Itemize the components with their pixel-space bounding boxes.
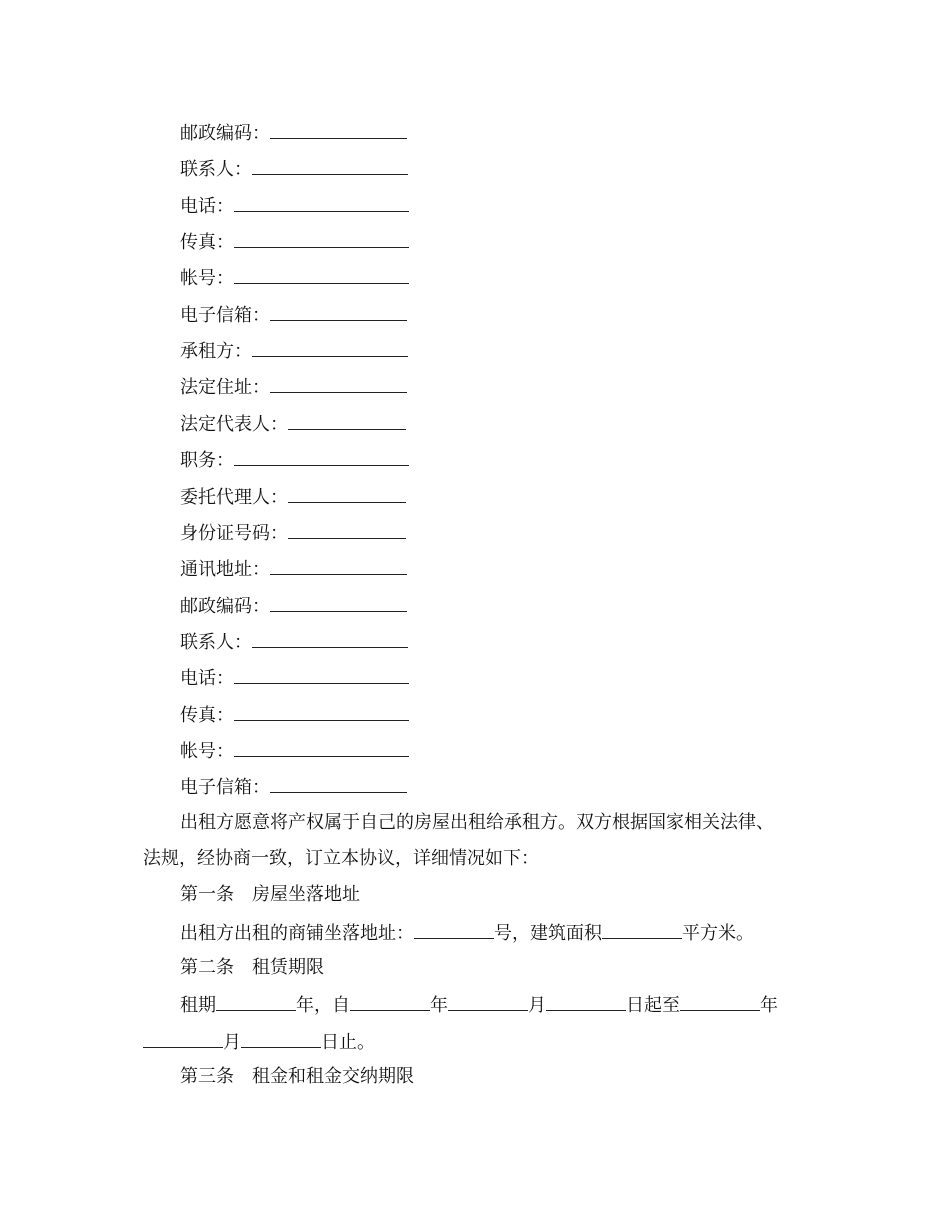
form-field-fax-2 xyxy=(180,703,409,727)
blank-line[interactable] xyxy=(234,266,409,284)
text-segment: 月 xyxy=(528,995,546,1016)
blank-line[interactable] xyxy=(602,921,682,939)
form-field-mail-address xyxy=(180,557,407,581)
blank-line[interactable] xyxy=(234,666,409,684)
blank-line[interactable] xyxy=(234,230,409,248)
article-number: 第二条 xyxy=(180,957,234,978)
field-label: 电话： xyxy=(180,196,234,217)
blank-line[interactable] xyxy=(234,703,409,721)
blank-line[interactable] xyxy=(288,485,406,503)
blank-line[interactable] xyxy=(680,993,760,1011)
blank-line[interactable] xyxy=(288,521,406,539)
field-label: 身份证号码： xyxy=(180,523,288,544)
field-label: 帐号： xyxy=(180,268,234,289)
form-field-phone-2 xyxy=(180,666,409,690)
blank-line[interactable] xyxy=(252,157,408,175)
article-number: 第一条 xyxy=(180,884,234,905)
form-field-account xyxy=(180,266,409,290)
blank-line[interactable] xyxy=(252,630,408,648)
blank-line[interactable] xyxy=(252,339,408,357)
blank-line[interactable] xyxy=(350,993,430,1011)
blank-line[interactable] xyxy=(270,375,407,393)
article-title: 房屋坐落地址 xyxy=(252,884,360,905)
text-segment: 出租方出租的商铺坐落地址： xyxy=(180,923,414,944)
form-field-fax xyxy=(180,230,409,254)
form-field-account-2 xyxy=(180,739,409,763)
field-label: 传真： xyxy=(180,705,234,726)
text-segment: 年 xyxy=(430,995,448,1016)
field-label: 联系人： xyxy=(180,632,252,653)
form-field-email xyxy=(180,303,407,327)
blank-line[interactable] xyxy=(448,993,528,1011)
blank-line[interactable] xyxy=(216,993,296,1011)
field-label: 邮政编码： xyxy=(180,123,270,144)
form-field-lessee xyxy=(180,339,408,363)
blank-line[interactable] xyxy=(270,775,407,793)
form-field-postal-code-2 xyxy=(180,594,407,618)
field-label: 帐号： xyxy=(180,741,234,762)
article-title: 租赁期限 xyxy=(252,957,324,978)
field-label: 通讯地址： xyxy=(180,559,270,580)
intro-paragraph-line-2: 法规，经协商一致，订立本协议，详细情况如下： xyxy=(143,848,539,869)
blank-line[interactable] xyxy=(414,921,494,939)
field-label: 电子信箱： xyxy=(180,305,270,326)
form-field-agent xyxy=(180,485,406,509)
field-label: 委托代理人： xyxy=(180,487,288,508)
blank-line[interactable] xyxy=(234,448,409,466)
blank-line[interactable] xyxy=(270,594,407,612)
text-segment: 平方米。 xyxy=(682,923,754,944)
text-segment: 号，建筑面积 xyxy=(494,923,602,944)
text-segment: 年 xyxy=(760,995,778,1016)
form-field-legal-address xyxy=(180,375,407,399)
field-label: 联系人： xyxy=(180,159,252,180)
field-label: 法定住址： xyxy=(180,377,270,398)
form-field-legal-rep xyxy=(180,412,406,436)
field-label: 职务： xyxy=(180,450,234,471)
article-number: 第三条 xyxy=(180,1066,234,1087)
field-label: 传真： xyxy=(180,232,234,253)
form-field-phone xyxy=(180,194,409,218)
article-2-heading xyxy=(180,957,324,979)
field-label: 承租方： xyxy=(180,341,252,362)
text-segment: 租期 xyxy=(180,995,216,1016)
blank-line[interactable] xyxy=(143,1030,223,1048)
blank-line[interactable] xyxy=(234,739,409,757)
form-field-email-2 xyxy=(180,775,407,799)
article-3-heading xyxy=(180,1066,414,1088)
field-label: 邮政编码： xyxy=(180,596,270,617)
blank-line[interactable] xyxy=(241,1030,321,1048)
form-field-contact-2 xyxy=(180,630,408,654)
article-1-text xyxy=(180,921,754,945)
blank-line[interactable] xyxy=(234,194,409,212)
blank-line[interactable] xyxy=(546,993,626,1011)
article-title: 租金和租金交纳期限 xyxy=(252,1066,414,1087)
blank-line[interactable] xyxy=(270,557,407,575)
field-label: 法定代表人： xyxy=(180,414,288,435)
text-segment: 年，自 xyxy=(296,995,350,1016)
text-segment: 月 xyxy=(223,1032,241,1053)
intro-paragraph-line-1: 出租方愿意将产权属于自己的房屋出租给承租方。双方根据国家相关法律、 xyxy=(180,812,774,833)
blank-line[interactable] xyxy=(288,412,406,430)
blank-line[interactable] xyxy=(270,121,407,139)
form-field-postal-code xyxy=(180,121,407,145)
article-2-text-line-2 xyxy=(143,1030,375,1054)
blank-line[interactable] xyxy=(270,303,407,321)
text-segment: 日止。 xyxy=(321,1032,375,1053)
article-2-text-line-1 xyxy=(180,993,778,1017)
form-field-id-number xyxy=(180,521,406,545)
article-1-heading xyxy=(180,884,360,906)
text-segment: 日起至 xyxy=(626,995,680,1016)
form-field-position xyxy=(180,448,409,472)
form-field-contact xyxy=(180,157,408,181)
field-label: 电子信箱： xyxy=(180,777,270,798)
field-label: 电话： xyxy=(180,668,234,689)
